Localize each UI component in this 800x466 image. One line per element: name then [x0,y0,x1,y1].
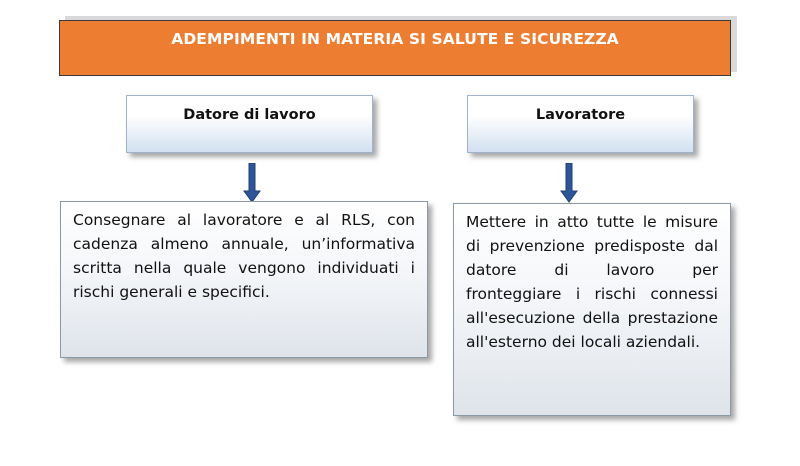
role-box-datore [126,95,373,153]
content-box-datore [60,201,428,358]
arrow-down-icon [243,163,261,203]
arrow-down-icon [560,163,578,203]
content-text-lavoratore: Mettere in atto tutte le misure di prevenzione predisposte dal datore di lavoro per fronteggiare i rischi connessi all'esecuzione della prestazione all'esterno dei locali aziendali. [466,213,718,351]
diagram-title: ADEMPIMENTI IN MATERIA SI SALUTE E SICUREZZA [171,30,619,48]
content-text-datore: Consegnare al lavoratore e al RLS, con cadenza almeno annuale, un’informativa scritta nella quale vengono individuati i rischi generali e specifici. [73,211,415,301]
role-box-lavoratore [467,95,694,153]
role-label-datore: Datore di lavoro [183,107,316,123]
content-box-lavoratore [453,203,731,416]
role-label-lavoratore: Lavoratore [535,107,626,123]
title-bar [59,20,731,76]
